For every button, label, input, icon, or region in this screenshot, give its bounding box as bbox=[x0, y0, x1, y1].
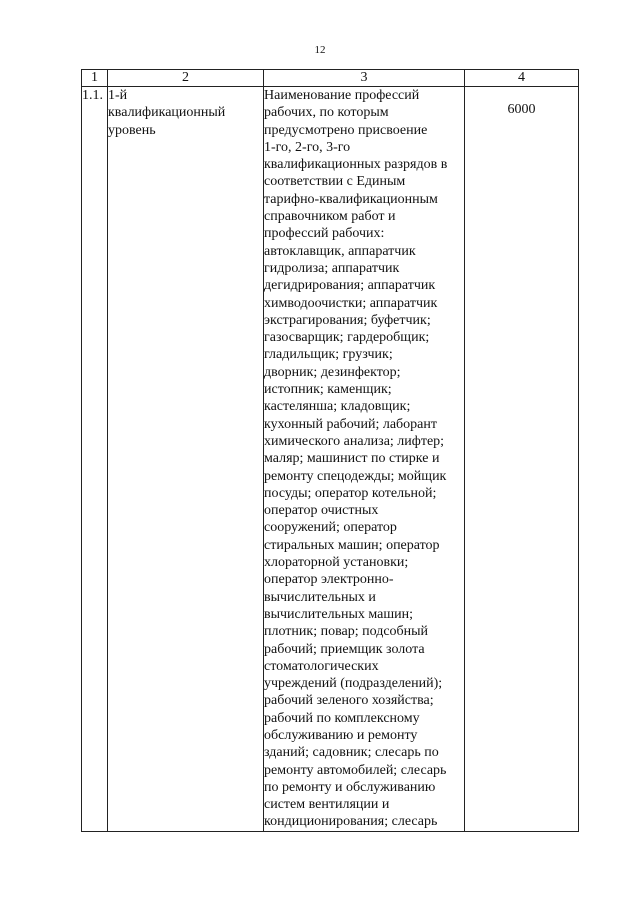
table-header bbox=[82, 70, 579, 87]
qualification-table bbox=[81, 69, 579, 832]
table-row bbox=[82, 87, 579, 832]
column-header-1: 1 bbox=[82, 70, 108, 87]
table-body bbox=[82, 87, 579, 832]
professions-list-cell: Наименование профессий рабочих, по которым предусмотрено присвоение 1-го, 2-го, 3-го квалификационных разрядов в соответствии с Единым тарифно-квалификационным справочником работ и профессий рабочих: автоклавщик, аппаратчик гидролиза; аппаратчик дегидрирования; аппаратчик химводоочистки; аппаратчик экстрагирования; буфетчик; газосварщик; гардеробщик; гладильщик; грузчик; дворник; дезинфектор; истопник; каменщик; кастелянша; кладовщик; кухонный рабочий; лаборант химического анализа; лифтер; маляр; машинист по стирке и ремонту спецодежды; мойщик посуды; оператор котельной; оператор очистных сооружений; оператор стиральных машин; оператор хлораторной установки; оператор электронно- вычислительных и вычислительных машин; плотник; повар; подсобный рабочий; приемщик золота стоматологических учреждений (подразделений); рабочий зеленого хозяйства; рабочий по комплексному обслуживанию и ремонту зданий; садовник; слесарь по ремонту автомобилей; слесарь по ремонту и обслуживанию систем вентиляции и кондиционирования; слесарь bbox=[264, 87, 465, 832]
amount-value: 6000 bbox=[507, 102, 536, 117]
amount-cell bbox=[465, 87, 579, 832]
column-header-4: 4 bbox=[465, 70, 579, 87]
qualification-level-cell: 1-й квалификационный уровень bbox=[108, 87, 264, 832]
page-number: 12 bbox=[314, 44, 326, 56]
row-number-cell: 1.1. bbox=[82, 87, 108, 832]
column-header-2: 2 bbox=[108, 70, 264, 87]
header-row bbox=[82, 70, 579, 87]
column-header-3: 3 bbox=[264, 70, 465, 87]
